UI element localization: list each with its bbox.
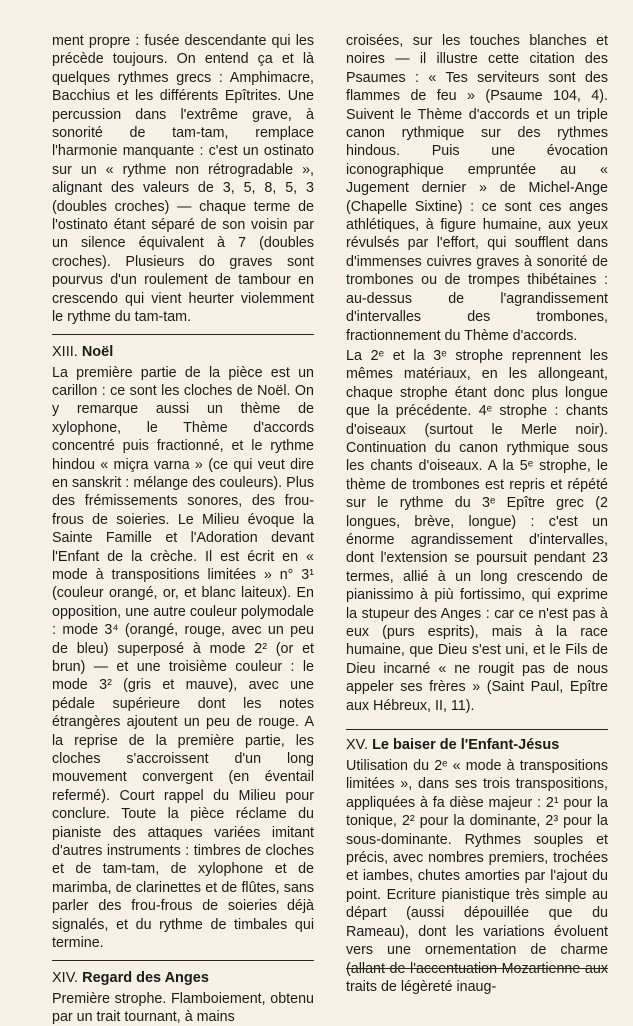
section-body-regard-des-anges: Première strophe. Flamboiement, obtenu par un trait tournant, à mains bbox=[52, 990, 314, 1026]
column-gutter bbox=[330, 28, 331, 958]
section-divider bbox=[346, 729, 608, 730]
section-divider bbox=[52, 960, 314, 961]
section-number: XIII. bbox=[52, 344, 78, 360]
right-column bbox=[346, 32, 608, 996]
section-divider bbox=[52, 334, 314, 335]
section-heading-regard-des-anges bbox=[52, 969, 314, 988]
left-column bbox=[52, 32, 314, 1026]
intro-paragraph: ment propre : fusée descendante qui les précède toujours. On entend ça et là quelques rythmes grecs : Amphimacre, Bacchius et les différents Epîtrites. Une percussion dans l'extrême grave, à sonorité de tam-tam, remplace l'harmonie manquante : c'est un ostinato sur un « rythme non rétrogradable », alignant des valeurs de 3, 5, 8, 5, 3 (doubles croches) — chaque terme de l'ostinato étant séparé de son voisin par un silence équivalent à 7 (doubles croches). Plusieurs do graves sont pourvus d'un roulement de tambour en crescendo qui vient heurter violemment le rythme du tam-tam. bbox=[52, 32, 314, 327]
section-number: XIV. bbox=[52, 970, 78, 986]
section-title: Regard des Anges bbox=[82, 970, 209, 986]
section-heading-baiser bbox=[346, 736, 608, 755]
section-number: XV. bbox=[346, 737, 368, 753]
section-title: Le baiser de l'Enfant-Jésus bbox=[372, 737, 559, 753]
section-body-baiser: Utilisation du 2ᵉ « mode à transpositions limitées », dans ses trois transpositions, appliquées à fa dièse majeur : 2¹ pour la tonique, 2² pour la dominante, 2³ pour la sous-dominante. Rythmes souples et précis, avec nombres premiers, trochées et iambes, chutes amorties par l'ajout du point. Ecriture pianistique très simple au départ (aussi dépouillée que du Rameau), dont les variations évoluent vers une ornementation de charme (allant de l'accentuation Mozartienne aux traits de légèreté inaug- bbox=[346, 757, 608, 996]
strophes-paragraph: La 2ᵉ et la 3ᵉ strophe reprennent les mêmes matériaux, en les allongeant, chaque strophe étant donc plus longue que la précédente. 4ᵉ strophe : chants d'oiseaux (surtout le Merle noir). Continuation du canon rythmique sous les chants d'oiseaux. A la 5ᵉ strophe, le thème de trombones est repris et répété sur le rythme du 3ᵉ Epître grec (2 longues, brève, longue) : c'est un énorme agrandissement d'intervalles, dont l'extension se poursuit pendant 23 termes, allié à un long crescendo de pianissimo à più fortissimo, qui exprime la stupeur des Anges : car ce n'est pas à eux (purs esprits), mais à la race humaine, que Dieu s'est uni, et le Fils de Dieu incarné « ne rougit pas de nous appeler ses frères » (Saint Paul, Epître aux Hébreux, II, 11). bbox=[346, 347, 608, 715]
section-title: Noël bbox=[82, 344, 113, 360]
section-heading-noel bbox=[52, 343, 314, 362]
continuation-paragraph: croisées, sur les touches blanches et noires — il illustre cette citation des Psaumes : « Tes serviteurs sont des flammes de feu » (Psaume 104, 4). Suivent le Thème d'accords et un triple canon rythmique sur des rythmes hindous. Puis une évocation iconographique empruntée au « Jugement dernier » de Michel-Ange (Chapelle Sixtine) : ce sont ces anges athlétiques, à figure humaine, aux yeux révulsés par l'effort, qui soufflent dans d'immenses cuivres graves à sonorité de trombones ou de trompes thibétaines : au-dessus de l'agrandissement d'intervalles des trombones, fractionnement du Thème d'accords. bbox=[346, 32, 608, 345]
section-body-noel: La première partie de la pièce est un carillon : ce sont les cloches de Noël. On y remarque aussi un thème de xylophone, le Thème d'accords concentré puis fractionné, et le rythme hindou « miçra varna » (ce qui veut dire en sanskrit : mélange des couleurs). Plus des frémissements sonores, des frou-frous de soieries. Le Milieu évoque la Sainte Famille et l'Adoration devant l'Enfant de la crèche. Il est écrit en « mode à transpositions limitées » n° 3¹ (couleur orangé, or, et blanc laiteux). En opposition, une autre couleur polymodale : mode 3⁴ (orangé, rouge, avec un peu de bleu) superposé à mode 2² (or et brun) — et une troisième couleur : le mode 3² (gris et mauve), avec une pédale supérieure dont les notes étrangères ajoutent un peu de rouge. A la reprise de la première partie, les cloches s'accroissent d'un long mouvement convergent (en éventail refermé). Court rappel du Milieu pour conclure. Toute la pièce réclame du pianiste des attaques variées imitant d'autres instruments : timbres de cloches et de tam-tam, de xylophone et de marimba, de clarinettes et de flûtes, sans parler des frou-frous de soieries déjà signalés, et du rythme de timbales qui termine. bbox=[52, 364, 314, 953]
bottom-rule bbox=[346, 968, 608, 969]
